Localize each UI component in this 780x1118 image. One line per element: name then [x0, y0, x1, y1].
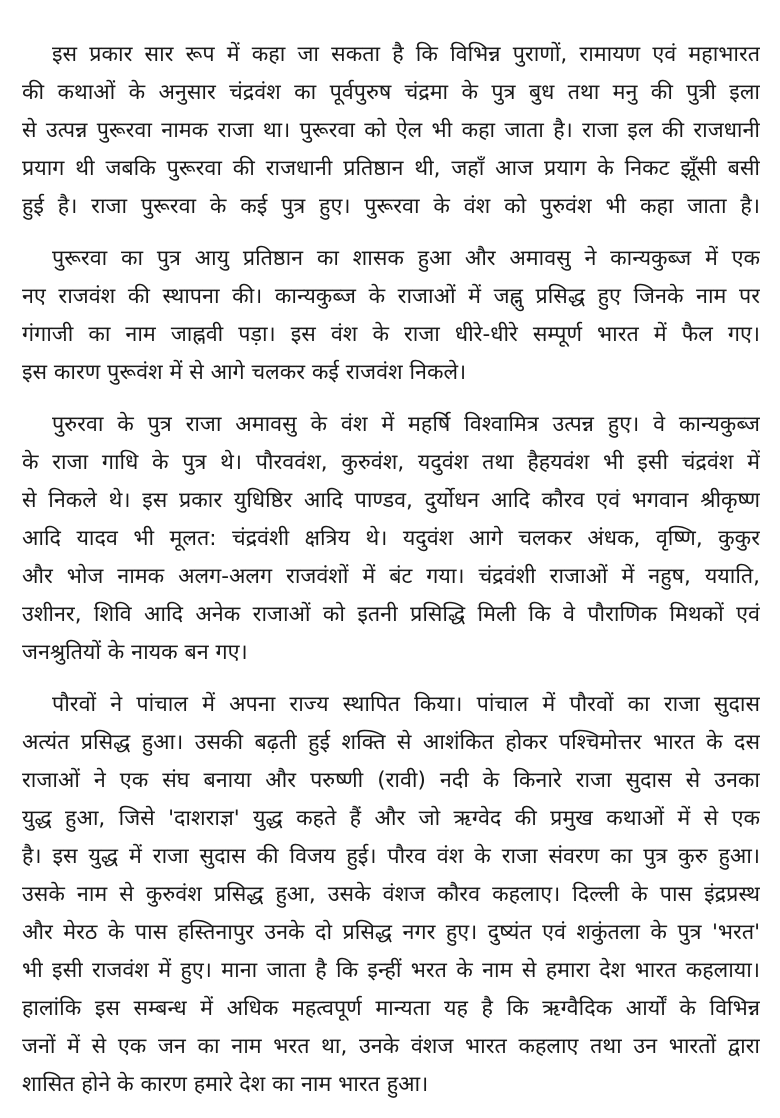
paragraph-3: [22, 406, 760, 672]
text-line: नए राजवंश की स्थापना की। कान्यकुब्ज के राजाओं में जह्नु प्रसिद्ध हुए जिनके नाम पर: [22, 284, 760, 309]
text-line: प्रयाग थी जबकि पुरूरवा की राजधानी प्रतिष्ठान थी, जहाँ आज प्रयाग के निकट झूँसी बसी: [22, 156, 760, 181]
text-line: पौरवों ने पांचाल में अपना राज्य स्थापित किया। पांचाल में पौरवों का राजा सुदास: [52, 692, 760, 717]
paragraph-4: [22, 686, 760, 1104]
text-line: इस प्रकार सार रूप में कहा जा सकता है कि विभिन्न पुराणों, रामायण एवं महाभारत: [52, 42, 760, 67]
text-line: पुरुरवा के पुत्र राजा अमावसु के वंश में महर्षि विश्वामित्र उत्पन्न हुए। वे कान्यकुब्ज: [52, 412, 760, 437]
document-page: [22, 36, 760, 1118]
text-line: और मेरठ के पास हस्तिनापुर उनके दो प्रसिद्ध नगर हुए। दुष्यंत एवं शकुंतला के पुत्र 'भरत': [22, 920, 760, 945]
text-line: से निकले थे। इस प्रकार युधिष्ठिर आदि पाण्डव, दुर्योधन आदि कौरव एवं भगवान श्रीकृष्ण: [22, 488, 760, 513]
text-line: शासित होने के कारण हमारे देश का नाम भारत हुआ।: [22, 1072, 429, 1097]
text-line: हालांकि इस सम्बन्ध में अधिक महत्वपूर्ण मान्यता यह है कि ऋग्वैदिक आर्यों के विभिन्न: [22, 996, 760, 1021]
paragraph-2: [22, 240, 760, 392]
text-line: अत्यंत प्रसिद्ध हुआ। उसकी बढ़ती हुई शक्ति से आशंकित होकर पश्चिमोत्तर भारत के दस: [22, 730, 760, 755]
paragraph-1: [22, 36, 760, 226]
text-line: भी इसी राजवंश में हुए। माना जाता है कि इन्हीं भरत के नाम से हमारा देश भारत कहलाया।: [22, 958, 760, 983]
text-line: के राजा गाधि के पुत्र थे। पौरववंश, कुरुवंश, यदुवंश तथा हैहयवंश भी इसी चंद्रवंश में: [22, 450, 760, 475]
text-line: की कथाओं के अनुसार चंद्रवंश का पूर्वपुरुष चंद्रमा के पुत्र बुध तथा मनु की पुत्री इला: [22, 80, 760, 105]
text-line: गंगाजी का नाम जाह्नवी पड़ा। इस वंश के राजा धीरे-धीरे सम्पूर्ण भारत में फैल गए।: [22, 322, 760, 347]
text-line: है। इस युद्ध में राजा सुदास की विजय हुई। पौरव वंश के राजा संवरण का पुत्र कुरु हुआ।: [22, 844, 760, 869]
text-line: आदि यादव भी मूलत: चंद्रवंशी क्षत्रिय थे। यदुवंश आगे चलकर अंधक, वृष्णि, कुकुर: [22, 526, 760, 551]
text-line: और भोज नामक अलग-अलग राजवंशों में बंट गया। चंद्रवंशी राजाओं में नहुष, ययाति,: [22, 564, 760, 589]
text-line: युद्ध हुआ, जिसे 'दाशराज्ञ' युद्ध कहते हैं और जो ऋग्वेद की प्रमुख कथाओं में से एक: [22, 806, 760, 831]
text-line: से उत्पन्न पुरूरवा नामक राजा था। पुरूरवा को ऐल भी कहा जाता है। राजा इल की राजधानी: [22, 118, 760, 143]
text-line: इस कारण पुरूवंश में से आगे चलकर कई राजवंश निकले।: [22, 360, 467, 385]
text-line: पुरूरवा का पुत्र आयु प्रतिष्ठान का शासक हुआ और अमावसु ने कान्यकुब्ज में एक: [52, 246, 760, 271]
text-line: राजाओं ने एक संघ बनाया और परुष्णी (रावी) नदी के किनारे राजा सुदास से उनका: [22, 768, 760, 793]
text-line: जनश्रुतियों के नायक बन गए।: [22, 640, 248, 665]
text-line: जनों में से एक जन का नाम भरत था, उनके वंशज भारत कहलाए तथा उन भारतों द्वारा: [22, 1034, 760, 1059]
text-line: उशीनर, शिवि आदि अनेक राजाओं को इतनी प्रसिद्धि मिली कि वे पौराणिक मिथकों एवं: [22, 602, 760, 627]
text-line: उसके नाम से कुरुवंश प्रसिद्ध हुआ, उसके वंशज कौरव कहलाए। दिल्ली के पास इंद्रप्रस्थ: [22, 882, 760, 907]
text-line: हुई है। राजा पुरूरवा के कई पुत्र हुए। पुरूरवा के वंश को पुरुवंश भी कहा जाता है।: [22, 194, 760, 219]
